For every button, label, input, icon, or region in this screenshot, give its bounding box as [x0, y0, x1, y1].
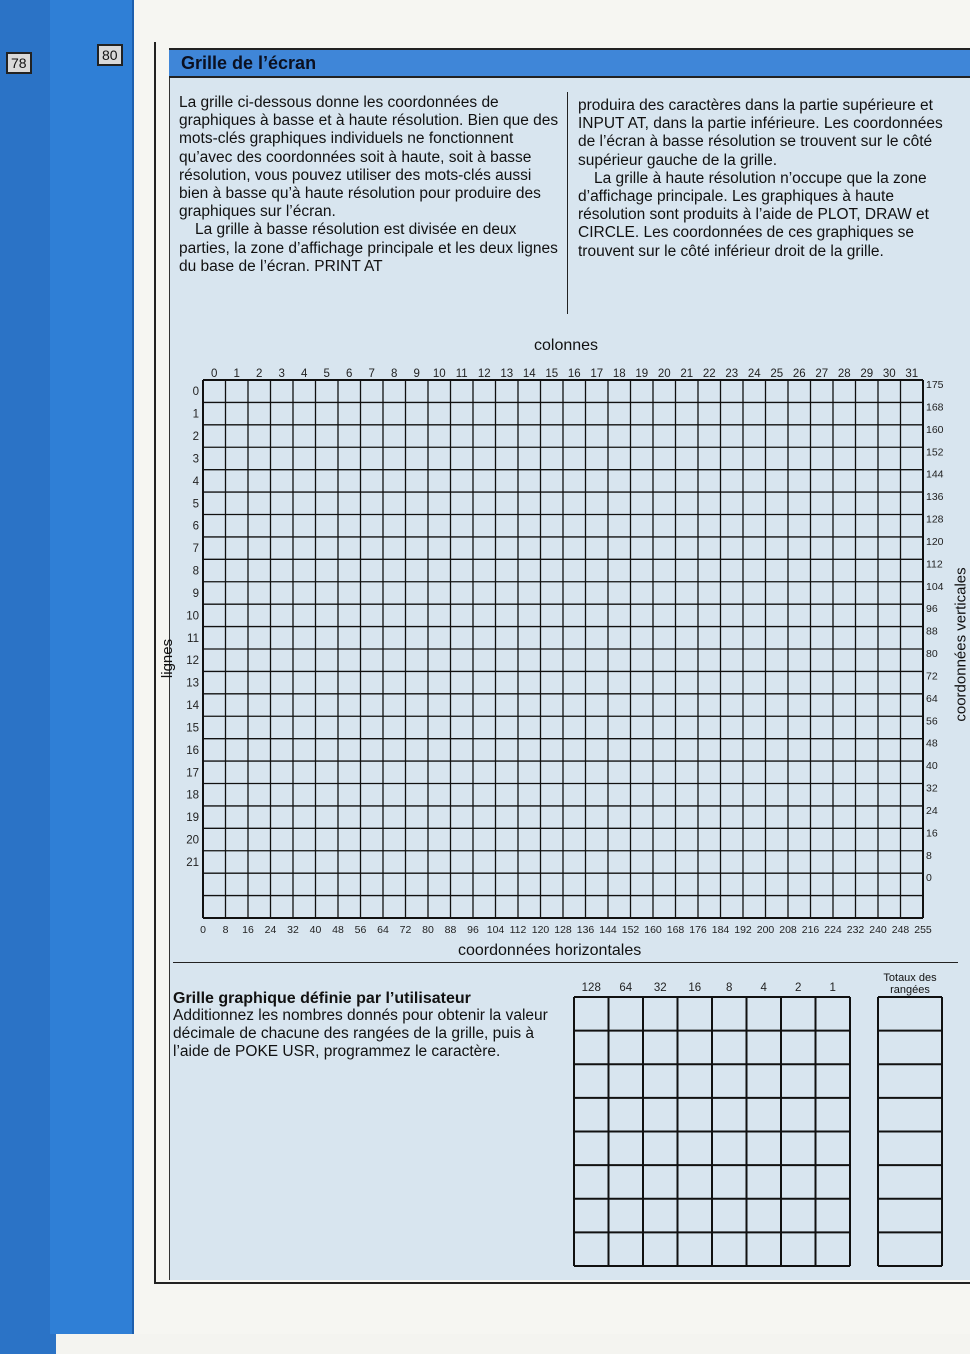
- horizontal-coordinate: 160: [644, 924, 662, 936]
- horizontal-coordinate: 232: [846, 924, 865, 936]
- udg-bit-value: 64: [619, 982, 633, 994]
- vertical-coordinate: 152: [926, 446, 944, 459]
- horizontal-coords-label: coordonnées horizontales: [458, 942, 642, 959]
- vertical-coordinate: 32: [926, 782, 938, 795]
- vertical-coords-label: coordonnées verticales: [952, 567, 970, 722]
- row-number: 5: [192, 498, 199, 511]
- vertical-coordinate: 112: [926, 558, 943, 571]
- vertical-coordinate: 80: [926, 648, 938, 660]
- horizontal-coordinate: 200: [756, 924, 775, 936]
- horizontal-coordinate: 248: [891, 924, 910, 936]
- column-number: 24: [747, 368, 761, 380]
- intro-right-paragraph-1: produira des caractères dans la partie supérieure et INPUT AT, dans la partie inférieure. Les coordonnées de l’écran à basse résolution se trouvent sur le côté supérieur gauche de la grille.: [578, 97, 943, 169]
- intro-left-paragraph-2: La grille à basse résolution est divisée en deux parties, la zone d’affichage principale et les deux lignes du base de l’écran. PRINT AT: [179, 221, 558, 275]
- row-number: 8: [192, 565, 199, 578]
- horizontal-coordinate: 80: [422, 924, 434, 936]
- row-number: 12: [186, 655, 199, 668]
- row-number: 7: [192, 543, 199, 556]
- column-number: 30: [882, 368, 896, 380]
- vertical-coordinate: 120: [926, 535, 944, 548]
- horizontal-coordinate: 168: [666, 924, 685, 936]
- intro-left-paragraph-1: La grille ci-dessous donne les coordonnées de graphiques à basse et à haute résolution. Bien que des mots-clés graphiques individuels ne fonctionnent qu’avec des coordonnées soit à haute, soit à basse résolution, vous pouvez utiliser des mots-clés aussi bien à basse qu’à haute résolution pour produire des graphiques sur l’écran.: [179, 94, 559, 221]
- vertical-coordinate: 136: [926, 491, 944, 504]
- row-number: 15: [186, 722, 199, 735]
- vertical-coordinate: 72: [926, 670, 938, 683]
- row-number: 3: [192, 453, 199, 466]
- row-number: 14: [186, 700, 199, 713]
- row-number: 10: [186, 610, 199, 623]
- intro-right-paragraph-2: La grille à haute résolution n’occupe que la zone d’affichage principale. Les graphiques à haute résolution sont produits à l’aide de PLOT, DRAW et CIRCLE. Les coordonnées de ces graphiques se trouvent sur le côté inférieur droit de la grille.: [578, 169, 929, 260]
- page-title: Grille de l’écran: [181, 53, 317, 73]
- vertical-coordinate: 48: [926, 737, 938, 750]
- column-number: 0: [211, 368, 218, 380]
- horizontal-coordinate: 136: [576, 924, 595, 936]
- vertical-coordinate: 168: [926, 401, 944, 414]
- vertical-coordinate: 56: [926, 715, 938, 728]
- column-number: 21: [680, 368, 694, 380]
- column-number: 2: [256, 368, 263, 380]
- front-page-number: 80: [97, 44, 123, 66]
- udg-instructions: Additionnez les nombres donnés pour obtenir la valeur décimale de chacune des rangées de la grille, puis à l’aide de POKE USR, programmez le caractère.: [173, 1007, 548, 1060]
- vertical-coordinate: 0: [926, 872, 932, 885]
- column-number: 23: [725, 368, 739, 380]
- column-number: 31: [905, 368, 919, 380]
- udg-title: Grille graphique définie par l’utilisateur: [173, 990, 471, 1007]
- column-number: 26: [792, 368, 806, 380]
- horizontal-coordinate: 112: [509, 924, 527, 936]
- back-page-number: 78: [6, 52, 32, 74]
- row-number: 4: [192, 475, 199, 488]
- vertical-coordinate: 24: [926, 804, 938, 817]
- horizontal-coordinate: 56: [354, 924, 367, 936]
- horizontal-coordinate: 128: [554, 924, 572, 936]
- horizontal-coordinate: 40: [309, 924, 322, 936]
- column-number: 4: [301, 368, 308, 380]
- column-number: 7: [368, 368, 375, 380]
- horizontal-coordinate: 240: [869, 924, 887, 936]
- row-number: 1: [192, 408, 199, 421]
- vertical-coordinate: 160: [926, 423, 944, 436]
- horizontal-coordinate: 120: [531, 924, 550, 936]
- column-number: 11: [455, 368, 468, 380]
- column-number: 6: [346, 368, 353, 380]
- horizontal-coordinate: 16: [242, 924, 254, 936]
- vertical-coordinate: 64: [926, 692, 938, 705]
- horizontal-coordinate: 176: [689, 924, 707, 936]
- horizontal-coordinate: 192: [734, 924, 752, 936]
- row-totals-label: Totaux des rangées: [883, 972, 937, 996]
- row-number: 11: [187, 632, 199, 645]
- vertical-coordinate: 16: [926, 827, 938, 840]
- vertical-coordinate: 88: [926, 625, 938, 638]
- vertical-coordinate: 128: [926, 513, 944, 526]
- vertical-coordinate: 175: [926, 379, 944, 391]
- column-number: 17: [590, 368, 604, 380]
- row-number: 6: [192, 520, 199, 533]
- vertical-coordinate: 96: [926, 603, 938, 616]
- column-number: 22: [702, 368, 716, 380]
- column-number: 9: [413, 368, 420, 380]
- column-number: 19: [635, 368, 649, 380]
- vertical-coordinate: 8: [926, 849, 932, 862]
- row-number: 16: [186, 744, 199, 757]
- column-number: 29: [860, 368, 874, 380]
- horizontal-coordinate: 152: [621, 924, 640, 936]
- horizontal-coordinate: 208: [779, 924, 797, 936]
- horizontal-coordinate: 224: [824, 924, 842, 936]
- column-number: 5: [323, 368, 330, 380]
- horizontal-coordinate: 88: [444, 924, 457, 936]
- udg-bit-value: 16: [688, 982, 702, 994]
- udg-bit-value: 32: [653, 982, 667, 994]
- horizontal-coordinate: 184: [711, 924, 730, 936]
- udg-bit-value: 8: [726, 982, 733, 994]
- vertical-coordinate: 40: [926, 760, 938, 773]
- horizontal-coordinate: 32: [287, 924, 299, 936]
- horizontal-coordinate: 0: [200, 924, 206, 936]
- horizontal-coordinate: 24: [264, 924, 277, 936]
- row-number: 19: [186, 812, 199, 825]
- column-number: 1: [233, 368, 240, 380]
- row-number: 9: [192, 587, 199, 600]
- row-number: 18: [186, 789, 199, 802]
- column-number: 10: [432, 368, 446, 380]
- row-number: 2: [192, 431, 199, 444]
- row-number: 17: [186, 767, 199, 780]
- section-separator: [173, 962, 958, 963]
- column-number: 3: [278, 368, 285, 380]
- udg-bit-value: 4: [760, 982, 767, 994]
- column-number: 14: [522, 368, 536, 380]
- horizontal-coordinate: 104: [486, 924, 505, 936]
- columns-label: colonnes: [534, 337, 599, 354]
- column-number: 8: [391, 368, 398, 380]
- horizontal-coordinate: 48: [332, 924, 344, 936]
- column-number: 28: [837, 368, 851, 380]
- horizontal-coordinate: 8: [222, 924, 229, 936]
- vertical-coordinate: 144: [926, 468, 944, 481]
- horizontal-coordinate: 255: [914, 924, 932, 936]
- column-number: 15: [545, 368, 559, 380]
- column-number: 16: [567, 368, 581, 380]
- row-number: 0: [192, 386, 199, 399]
- horizontal-coordinate: 144: [599, 924, 617, 936]
- column-number: 20: [657, 368, 671, 380]
- column-number: 27: [815, 368, 829, 380]
- horizontal-coordinate: 96: [467, 924, 479, 936]
- horizontal-coordinate: 216: [801, 924, 820, 936]
- column-number: 25: [770, 368, 784, 380]
- horizontal-coordinate: 64: [377, 924, 389, 936]
- rows-label: lignes: [159, 638, 177, 679]
- column-number: 12: [477, 368, 491, 380]
- column-number: 18: [612, 368, 626, 380]
- udg-bit-value: 1: [829, 982, 836, 994]
- row-number: 20: [186, 834, 199, 847]
- vertical-coordinate: 104: [926, 580, 944, 593]
- horizontal-coordinate: 72: [399, 924, 412, 936]
- column-number: 13: [500, 368, 514, 380]
- udg-bit-value: 128: [581, 982, 601, 994]
- row-number: 13: [186, 677, 199, 690]
- udg-bit-value: 2: [795, 982, 802, 994]
- row-number: 21: [186, 856, 199, 869]
